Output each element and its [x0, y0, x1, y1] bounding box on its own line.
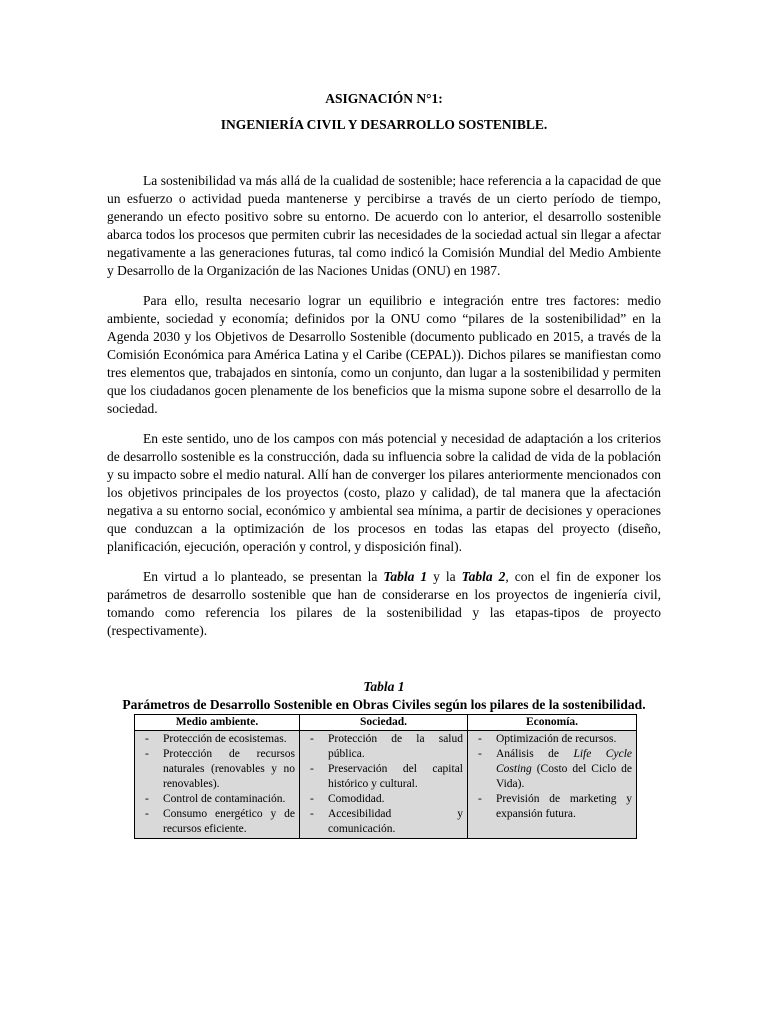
table-1-caption — [107, 678, 661, 714]
assignment-heading: ASIGNACIÓN N°1: — [325, 91, 443, 106]
header-economia: Economía. — [468, 715, 637, 731]
paragraph-4 — [107, 568, 661, 640]
cell-economia — [468, 731, 637, 839]
document-body — [107, 172, 661, 640]
list-item: - Protección de ecosistemas. — [139, 732, 295, 747]
sociedad-list — [304, 732, 463, 837]
economia-list — [472, 732, 632, 822]
table-1-reference: Tabla 1 — [383, 569, 428, 584]
lcc-prefix: Análisis de — [496, 748, 574, 760]
list-item — [472, 747, 632, 792]
cell-medio-ambiente — [135, 731, 300, 839]
medio-ambiente-list — [139, 732, 295, 837]
table-2-reference: Tabla 2 — [461, 569, 506, 584]
lcc-suffix: (Costo del Ciclo de Vida). — [496, 763, 632, 790]
header-sociedad: Sociedad. — [300, 715, 468, 731]
table-row — [135, 731, 637, 839]
list-item: - Protección de la salud pública. — [304, 732, 463, 762]
list-item: - Previsión de marketing y expansión futura. — [472, 792, 632, 822]
life-cycle-costing-term: Life Cycle Costing — [496, 748, 632, 775]
table-header-row — [135, 715, 637, 731]
list-item: - Comodidad. — [304, 792, 463, 807]
header-medio-ambiente: Medio ambiente. — [135, 715, 300, 731]
paragraph-2: Para ello, resulta necesario lograr un equilibrio e integración entre tres factores: medio ambiente, sociedad y economía; definidos por la ONU como “pilares de la sostenibilidad” en la Agenda 2030 y los Objetivos de Desarrollo Sostenible (documento publicado en 2015, a través de la Comisión Económica para América Latina y el Caribe (CEPAL)). Dichos pilares se manifiestan como tres elementos que, trabajados en sintonía, como un conjunto, dan lugar a la sostenibilidad y permiten que los ciudadanos gocen plenamente de los beneficios que la misma supone sobre el desarrollo de la sociedad. — [107, 293, 661, 416]
table-1-number: Tabla 1 — [363, 679, 405, 694]
parameters-table — [134, 714, 637, 839]
paragraph-1: La sostenibilidad va más allá de la cualidad de sostenible; hace referencia a la capacidad de que un esfuerzo o actividad pueda mantenerse y percibirse a través de un cierto período de tiempo, generando un efecto positivo sobre su entorno. De acuerdo con lo anterior, el desarrollo sostenible abarca todos los procesos que permiten cubrir las necesidades de la sociedad actual sin llegar a afectar negativamente a las generaciones futuras, tal como indicó la Comisión Mundial del Medio Ambiente y Desarrollo de la Organización de las Naciones Unidas (ONU) en 1987. — [107, 173, 661, 278]
list-item: - Optimización de recursos. — [472, 732, 632, 747]
cell-sociedad — [300, 731, 468, 839]
list-item: - Preservación del capital histórico y cultural. — [304, 762, 463, 792]
document-page — [107, 90, 661, 839]
paragraph-3: En este sentido, uno de los campos con más potencial y necesidad de adaptación a los criterios de desarrollo sostenible es la construcción, dada su influencia sobre la calidad de vida de la población y su impacto sobre el medio natural. Allí han de converger los pilares anteriormente mencionados con los objetivos principales de los proyectos (costo, plazo y calidad), de tal manera que la afectación negativa a su entorno social, económico y ambiental sea mínima, a partir de decisiones y operaciones que conduzcan a la optimización de los procesos en todas las etapas del proyecto (diseño, planificación, ejecución, operación y control, y disposición final). — [107, 431, 661, 554]
paragraph-4-text-a: En virtud a lo planteado, se presentan la — [143, 569, 384, 584]
list-item: - Consumo energético y de recursos eficiente. — [139, 807, 295, 837]
list-item: - Protección de recursos naturales (renovables y no renovables). — [139, 747, 295, 792]
list-item: - Control de contaminación. — [139, 792, 295, 807]
paragraph-4-text-c: , con el fin de exponer los parámetros de desarrollo sostenible que han de considerarse en los proyectos de ingeniería civil, tomando como referencia los pilares de la sostenibilidad y las etapas-tipos de proyecto (respectivamente). — [107, 569, 661, 638]
document-title: INGENIERÍA CIVIL Y DESARROLLO SOSTENIBLE. — [220, 117, 548, 132]
list-item: - Accesibilidad y comunicación. — [304, 807, 463, 837]
paragraph-4-text-b: y la — [427, 569, 462, 584]
table-1-title: Parámetros de Desarrollo Sostenible en Obras Civiles según los pilares de la sostenibilidad. — [122, 697, 646, 712]
